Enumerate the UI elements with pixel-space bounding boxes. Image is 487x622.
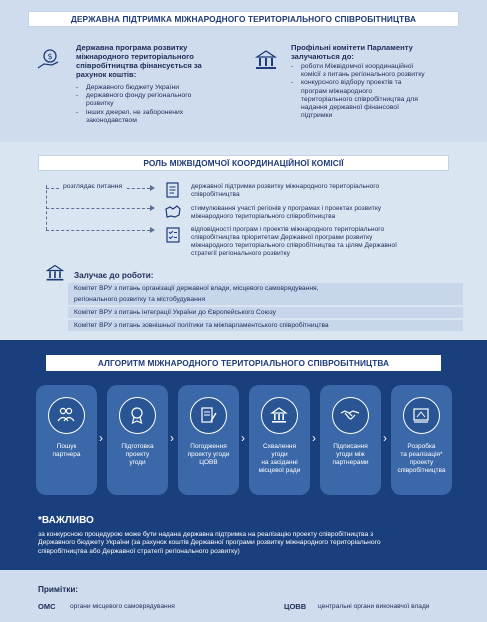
- algorithm-banner: АЛГОРИТМ МІЖНАРОДНОГО ТЕРИТОРІАЛЬНОГО СПІВРОБІТНИЦТВА: [46, 355, 441, 371]
- svg-text:$: $: [47, 52, 53, 61]
- committee-item: Комітет ВРУ з питань зовнішньої політики та міжпарламентського співробітництва: [68, 320, 463, 331]
- list-item: - Державного бюджету України: [76, 84, 236, 92]
- people-icon: [56, 405, 76, 425]
- chevron-right-icon: ›: [241, 431, 245, 445]
- parliament-icon: [44, 263, 66, 283]
- commission-banner: РОЛЬ МІЖВІДОМЧОЇ КООРДИНАЦІЙНОЇ КОМІСІЇ: [38, 155, 449, 171]
- handshake-icon: [340, 405, 360, 425]
- note-def-tsovv: центральні органи виконавчої влади: [318, 603, 430, 610]
- important-text: за конкурсною процедурою може бути надана державна підтримка на реалізацію проекту співробітництва з Державного бюджету України (за рахунок коштів Державної програми розвитку міжнародного територіального співробітництва або Державної стратегії регіонального розвитку): [38, 531, 381, 555]
- considers-label: розглядає питання: [60, 183, 125, 190]
- committees-title: Профільні комітети Парламенту залучаються до:: [291, 43, 413, 61]
- commission-row-3: відповідності програм і проектів міжнародного територіального співробітництва пріоритетам Державної програми розвитку міжнародного територіального співробітництва та цілям Державної стратегії регіонального розвитку: [191, 226, 398, 257]
- commission-row-1: державної підтримки розвитку міжнародного територіального співробітництва: [191, 183, 380, 198]
- chevron-right-icon: ›: [312, 431, 316, 445]
- chevron-right-icon: ›: [383, 431, 387, 445]
- document-list-icon: [164, 181, 182, 199]
- notes-title: Примітки:: [38, 585, 79, 594]
- involves-title: Залучає до роботи:: [74, 271, 154, 280]
- committee-item: Комітет ВРУ з питань організації державної влади, місцевого самоврядування,: [68, 283, 463, 294]
- commission-row-2: стимулювання участі регіонів у програмах і проектах розвитку міжнародного територіального співробітництва: [191, 205, 382, 220]
- committee-item: Комітет ВРУ з питань інтеграції України до Європейського Союзу: [68, 307, 463, 318]
- town-hall-icon: [269, 405, 289, 425]
- medal-icon: [127, 405, 147, 425]
- algorithm-step-3: Погодження проекту угоди ЦОВВ: [178, 385, 239, 495]
- committee-item-cont: регіонального розвитку та містобудування: [68, 294, 463, 305]
- note-def-oms: органи місцевого самоврядування: [70, 603, 175, 610]
- algorithm-step-5: Підписання угоди між партнерами: [320, 385, 381, 495]
- list-item: - роботи Міжвідомчої координаційної комісії з питань регіонального розвитку: [291, 63, 466, 79]
- note-abbr-oms: ОМС: [38, 602, 56, 611]
- important-title: *ВАЖЛИВО: [38, 515, 94, 526]
- notes-section: [0, 570, 487, 622]
- support-banner: ДЕРЖАВНА ПІДТРИМКА МІЖНАРОДНОГО ТЕРИТОРІАЛЬНОГО СПІВРОБІТНИЦТВА: [28, 11, 459, 27]
- algorithm-step-1: Пошук партнера: [36, 385, 97, 495]
- document-pen-icon: [198, 405, 218, 425]
- checklist-icon: [164, 226, 182, 244]
- algorithm-step-2: Підготовка проекту угоди: [107, 385, 168, 495]
- chevron-right-icon: ›: [170, 431, 174, 445]
- chevron-right-icon: ›: [99, 431, 103, 445]
- algorithm-step-4: Схвалення угоди на засіданні місцевої ради: [249, 385, 310, 495]
- parliament-icon: [253, 48, 279, 72]
- map-icon: [164, 203, 182, 221]
- committees-list: [291, 63, 466, 120]
- algorithm-step-6: Розробка та реалізація* проекту співробітництва: [391, 385, 452, 495]
- financing-list: [76, 84, 236, 125]
- note-abbr-tsovv: ЦОВВ: [284, 602, 307, 611]
- blueprint-icon: [411, 405, 431, 425]
- list-item: - конкурсного відбору проектів та програм міжнародного територіального співробітництва для надання державної фінансової підтримки: [291, 79, 466, 120]
- list-item: - державного фонду регіонального розвитку: [76, 92, 236, 108]
- financing-title: Державна програма розвитку міжнародного територіального співробітництва фінансується за рахунок коштів:: [76, 43, 202, 79]
- list-item: - інших джерел, не заборонених законодавством: [76, 109, 236, 125]
- money-hand-icon: [36, 48, 62, 72]
